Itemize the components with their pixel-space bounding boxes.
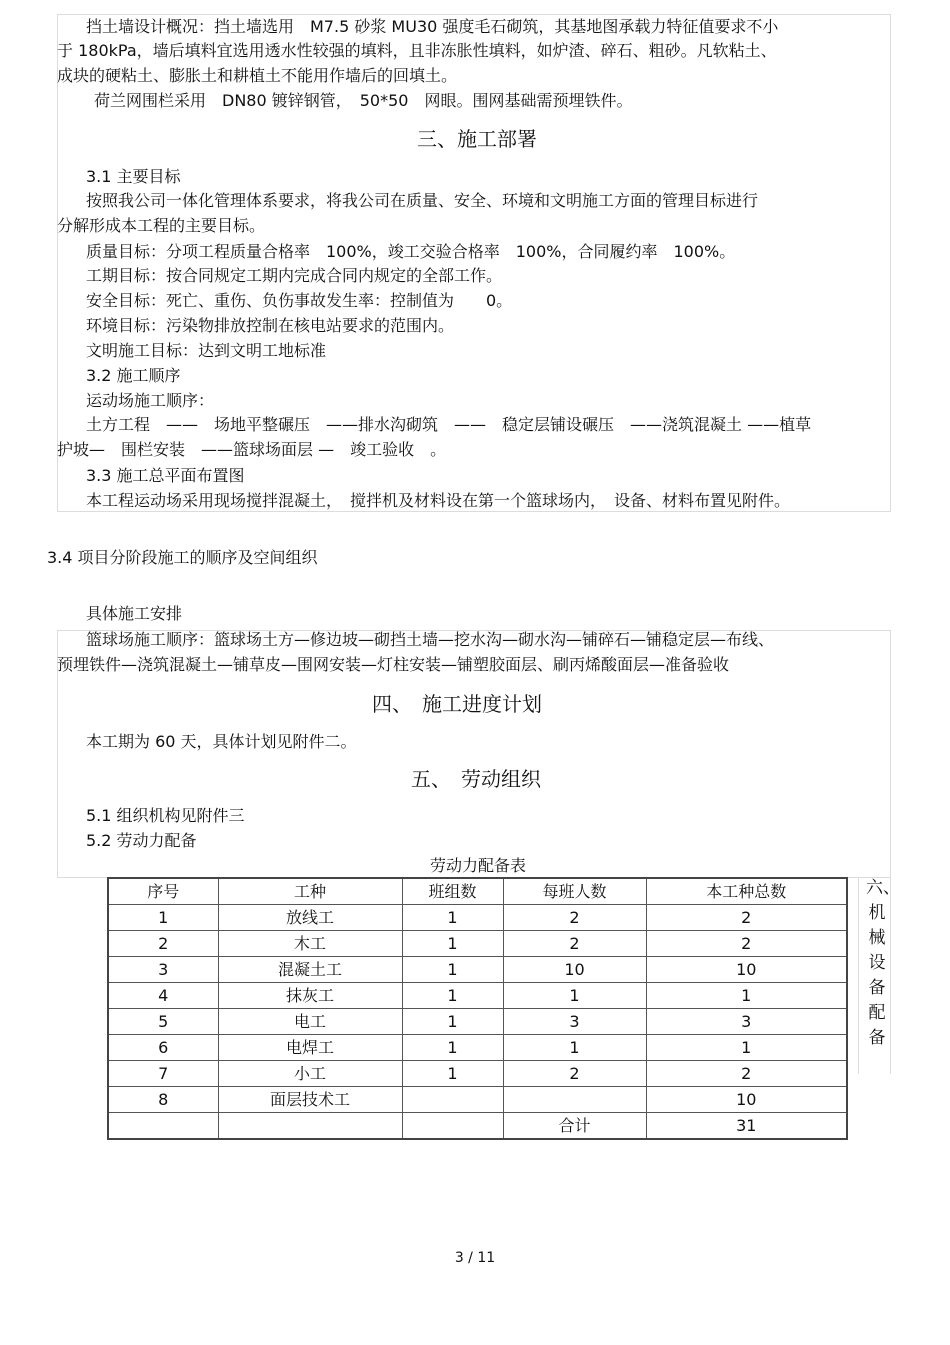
table-cell: 3 bbox=[503, 1009, 646, 1035]
table-header-cell: 每班人数 bbox=[503, 878, 646, 905]
paragraph-line: 按照我公司一体化管理体系要求，将我公司在质量、安全、环境和文明施工方面的管理目标进行 bbox=[86, 191, 759, 210]
table-cell: 木工 bbox=[218, 931, 402, 957]
paragraph-line: 预埋铁件—浇筑混凝土—铺草皮—围网安装—灯柱安装—铺塑胶面层、刷丙烯酸面层—准备验收 bbox=[57, 655, 730, 674]
paragraph-line: 本工程运动场采用现场搅拌混凝土， 搅拌机及材料设在第一个篮球场内， 设备、材料布置见附件。 bbox=[86, 491, 791, 510]
paragraph-line: 文明施工目标：达到文明工地标准 bbox=[86, 341, 327, 360]
table-cell: 小工 bbox=[218, 1061, 402, 1087]
table-title: 劳动力配备表 bbox=[430, 856, 527, 875]
table-row bbox=[108, 1035, 847, 1061]
table-header-cell: 班组数 bbox=[402, 878, 503, 905]
table-cell: 2 bbox=[646, 905, 847, 931]
table-header-cell: 本工种总数 bbox=[646, 878, 847, 905]
subsection-title: 5.2 劳动力配备 bbox=[86, 831, 197, 850]
table-cell bbox=[108, 1113, 218, 1140]
table-cell: 1 bbox=[402, 931, 503, 957]
table-cell: 1 bbox=[402, 1061, 503, 1087]
table-cell: 10 bbox=[646, 957, 847, 983]
table-cell: 1 bbox=[402, 1035, 503, 1061]
paragraph-line: 土方工程 —— 场地平整碾压 ——排水沟砌筑 —— 稳定层铺设碾压 ——浇筑混凝土 ——植草 bbox=[86, 415, 812, 434]
frame-right-rule bbox=[890, 878, 891, 1074]
table-header-cell: 工种 bbox=[218, 878, 402, 905]
table-cell bbox=[402, 1087, 503, 1113]
side-section-heading: 六、机械设备配备 bbox=[866, 878, 900, 1048]
table-row bbox=[108, 1009, 847, 1035]
section-heading-5: 五、 劳动组织 bbox=[411, 767, 541, 791]
table-cell: 面层技术工 bbox=[218, 1087, 402, 1113]
table-cell: 2 bbox=[646, 1061, 847, 1087]
table-row bbox=[108, 1087, 847, 1113]
paragraph-line: 环境目标：污染物排放控制在核电站要求的范围内。 bbox=[86, 316, 455, 335]
table-cell bbox=[402, 1113, 503, 1140]
table-cell: 2 bbox=[503, 905, 646, 931]
table-cell: 合计 bbox=[503, 1113, 646, 1140]
table-row bbox=[108, 905, 847, 931]
paragraph-line: 工期目标：按合同规定工期内完成合同内规定的全部工作。 bbox=[86, 266, 503, 285]
table-cell: 10 bbox=[646, 1087, 847, 1113]
table-cell: 8 bbox=[108, 1087, 218, 1113]
table-cell: 1 bbox=[402, 983, 503, 1009]
table-cell: 7 bbox=[108, 1061, 218, 1087]
table-cell: 放线工 bbox=[218, 905, 402, 931]
paragraph-line: 质量目标：分项工程质量合格率 100%，竣工交验合格率 100%，合同履约率 100%。 bbox=[86, 242, 736, 261]
table-cell: 1 bbox=[503, 1035, 646, 1061]
subsection-title: 3.1 主要目标 bbox=[86, 167, 181, 186]
content-frame-top bbox=[57, 14, 891, 512]
table-cell: 2 bbox=[646, 931, 847, 957]
table-header-cell: 序号 bbox=[108, 878, 218, 905]
page-number: 3 / 11 bbox=[454, 1250, 496, 1266]
table-row bbox=[108, 983, 847, 1009]
table-header-row bbox=[108, 878, 847, 905]
table-row bbox=[108, 931, 847, 957]
table-cell: 1 bbox=[402, 1009, 503, 1035]
table-cell: 2 bbox=[503, 1061, 646, 1087]
frame-inner-rule bbox=[858, 878, 859, 1074]
paragraph-line: 安全目标：死亡、重伤、负伤事故发生率：控制值为 0。 bbox=[86, 291, 513, 310]
subsection-title: 3.3 施工总平面布置图 bbox=[86, 466, 245, 485]
table-row bbox=[108, 1061, 847, 1087]
paragraph-line: 护坡— 围栏安装 ——篮球场面层 — 竣工验收 。 bbox=[57, 440, 447, 459]
table-cell: 2 bbox=[503, 931, 646, 957]
subsection-title: 3.2 施工顺序 bbox=[86, 366, 181, 385]
subsection-title: 5.1 组织机构见附件三 bbox=[86, 806, 245, 825]
paragraph-line: 荷兰网围栏采用 DN80 镀锌钢管， 50*50 网眼。围网基础需预埋铁件。 bbox=[94, 91, 633, 110]
paragraph-line: 于 180kPa，墙后填料宜选用透水性较强的填料，且非冻胀性填料，如炉渣、碎石、粗砂。凡软粘土、 bbox=[57, 41, 777, 60]
table-cell bbox=[503, 1087, 646, 1113]
table-cell: 电焊工 bbox=[218, 1035, 402, 1061]
table-cell: 1 bbox=[402, 905, 503, 931]
paragraph-line: 成块的硬粘土、膨胀土和耕植土不能用作墙后的回填土。 bbox=[57, 66, 458, 85]
table-cell: 4 bbox=[108, 983, 218, 1009]
table-cell: 31 bbox=[646, 1113, 847, 1140]
subsection-title: 3.4 项目分阶段施工的顺序及空间组织 bbox=[47, 548, 318, 567]
paragraph-line: 篮球场施工顺序：篮球场土方—修边坡—砌挡土墙—挖水沟—砌水沟—铺碎石—铺稳定层—布线、 bbox=[86, 630, 775, 649]
table-cell: 3 bbox=[646, 1009, 847, 1035]
table-cell: 2 bbox=[108, 931, 218, 957]
table-cell: 抹灰工 bbox=[218, 983, 402, 1009]
paragraph-line: 运动场施工顺序： bbox=[86, 391, 215, 410]
table-cell bbox=[218, 1113, 402, 1140]
paragraph-line: 挡土墙设计概况：挡土墙选用 M7.5 砂浆 MU30 强度毛石砌筑，其基地图承载力特征值要求不小 bbox=[86, 17, 779, 36]
table-cell: 5 bbox=[108, 1009, 218, 1035]
table-cell: 6 bbox=[108, 1035, 218, 1061]
table-cell: 1 bbox=[646, 983, 847, 1009]
paragraph-line: 本工期为 60 天，具体计划见附件二。 bbox=[86, 732, 357, 751]
labor-table bbox=[107, 877, 848, 1140]
table-cell: 1 bbox=[108, 905, 218, 931]
subsection-subtitle: 具体施工安排 bbox=[86, 604, 183, 623]
table-cell: 混凝土工 bbox=[218, 957, 402, 983]
paragraph-line: 分解形成本工程的主要目标。 bbox=[57, 216, 266, 235]
table-total-row bbox=[108, 1113, 847, 1140]
table-cell: 10 bbox=[503, 957, 646, 983]
table-row bbox=[108, 957, 847, 983]
table-cell: 3 bbox=[108, 957, 218, 983]
section-heading-4: 四、 施工进度计划 bbox=[372, 692, 542, 716]
table-cell: 1 bbox=[646, 1035, 847, 1061]
section-heading-3: 三、施工部署 bbox=[417, 127, 537, 151]
table-cell: 1 bbox=[503, 983, 646, 1009]
table-cell: 电工 bbox=[218, 1009, 402, 1035]
table-cell: 1 bbox=[402, 957, 503, 983]
